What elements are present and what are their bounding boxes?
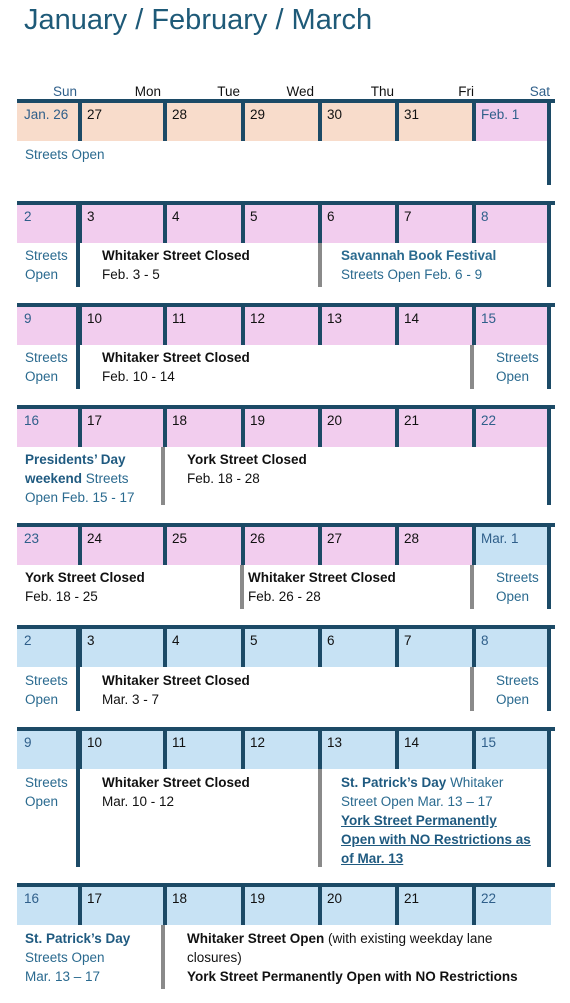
date-cell bbox=[243, 729, 320, 769]
date-number: 18 bbox=[172, 891, 188, 906]
date-cell bbox=[80, 525, 165, 565]
event-streets-open: Streets Open bbox=[25, 248, 68, 282]
event-whitaker-closed: Whitaker Street Closed Feb. 3 - 5 bbox=[102, 248, 250, 282]
day-header-fri: Fri bbox=[458, 84, 474, 99]
date-number: 12 bbox=[250, 735, 266, 750]
divider-bar bbox=[241, 729, 245, 769]
date-cell bbox=[320, 729, 397, 769]
divider-bar bbox=[78, 525, 82, 565]
date-cell bbox=[243, 101, 320, 141]
divider-bar bbox=[472, 305, 476, 345]
day-header-mon: Mon bbox=[134, 84, 161, 99]
divider-bar bbox=[472, 101, 476, 141]
date-number: 11 bbox=[172, 311, 187, 326]
divider-bar bbox=[318, 885, 322, 925]
day-header-thu: Thu bbox=[370, 84, 394, 99]
date-number: 15 bbox=[481, 311, 497, 326]
date-cell bbox=[397, 885, 474, 925]
divider-bar bbox=[163, 101, 167, 141]
date-number: 30 bbox=[327, 107, 343, 122]
date-cell bbox=[17, 407, 80, 447]
divider-bar bbox=[395, 525, 399, 565]
date-cell bbox=[474, 407, 551, 447]
divider-bar bbox=[547, 101, 551, 185]
event-st-patricks-day: St. Patrick’s Day Whitaker Street Open Mar. 13 – 17 York Street Permanently Open with NO Restrictions as of Mar. 13 bbox=[341, 775, 531, 866]
date-cell bbox=[17, 885, 80, 925]
event-whitaker-closed: Whitaker Street Closed Mar. 10 - 12 bbox=[102, 775, 250, 809]
divider-bar bbox=[395, 627, 399, 667]
divider-bar bbox=[472, 627, 476, 667]
divider-bar bbox=[470, 345, 474, 389]
date-number: 22 bbox=[481, 891, 497, 906]
date-cell bbox=[320, 885, 397, 925]
date-number: 14 bbox=[404, 311, 420, 326]
date-cell bbox=[243, 885, 320, 925]
date-number: Feb. 1 bbox=[481, 107, 520, 122]
date-number: 27 bbox=[327, 531, 343, 546]
event-streets-open: Streets Open bbox=[496, 673, 539, 707]
date-number: 3 bbox=[87, 633, 95, 648]
date-number: 21 bbox=[404, 891, 420, 906]
divider-bar bbox=[78, 101, 82, 141]
date-number: 6 bbox=[327, 633, 335, 648]
date-number: 4 bbox=[172, 209, 180, 224]
page-title: January / February / March bbox=[24, 4, 373, 36]
date-cell bbox=[165, 305, 243, 345]
date-number: 2 bbox=[24, 633, 32, 648]
date-cell bbox=[17, 627, 80, 667]
date-cell bbox=[397, 101, 474, 141]
divider-bar bbox=[163, 627, 167, 667]
date-cell bbox=[17, 203, 80, 243]
date-number: 20 bbox=[327, 413, 343, 428]
date-number: 6 bbox=[327, 209, 335, 224]
event-streets-open: Streets Open bbox=[25, 147, 105, 162]
date-cell bbox=[17, 525, 80, 565]
divider-bar bbox=[547, 305, 551, 389]
date-number: 28 bbox=[404, 531, 420, 546]
date-cell bbox=[320, 525, 397, 565]
date-cell bbox=[474, 305, 551, 345]
date-cell bbox=[397, 627, 474, 667]
date-cell bbox=[397, 729, 474, 769]
divider-bar bbox=[318, 101, 322, 141]
divider-bar bbox=[318, 305, 322, 345]
divider-bar bbox=[395, 885, 399, 925]
date-number: 16 bbox=[24, 413, 40, 428]
date-cell bbox=[17, 729, 80, 769]
date-number: 25 bbox=[172, 531, 188, 546]
date-cell bbox=[474, 203, 551, 243]
date-cell bbox=[474, 627, 551, 667]
divider-bar bbox=[163, 885, 167, 925]
divider-bar bbox=[395, 101, 399, 141]
divider-bar bbox=[547, 525, 551, 609]
date-cell bbox=[17, 305, 80, 345]
event-whitaker-closed: Whitaker Street Closed Feb. 26 - 28 bbox=[248, 570, 396, 604]
date-cell bbox=[165, 407, 243, 447]
date-number: 19 bbox=[250, 413, 266, 428]
date-number: 29 bbox=[250, 107, 266, 122]
date-number: 19 bbox=[250, 891, 266, 906]
date-cell bbox=[320, 407, 397, 447]
divider-bar bbox=[318, 243, 322, 287]
date-cell bbox=[80, 885, 165, 925]
date-number: 27 bbox=[87, 107, 103, 122]
date-cell bbox=[165, 203, 243, 243]
date-cell bbox=[80, 729, 165, 769]
date-cell bbox=[80, 407, 165, 447]
date-number: 8 bbox=[481, 633, 489, 648]
date-cell bbox=[397, 407, 474, 447]
day-header-wed: Wed bbox=[286, 84, 314, 99]
divider-bar bbox=[318, 407, 322, 447]
divider-bar bbox=[472, 203, 476, 243]
divider-bar bbox=[163, 203, 167, 243]
date-number: 21 bbox=[404, 413, 420, 428]
date-number: 10 bbox=[87, 311, 103, 326]
event-presidents-day: Presidents’ Day weekend Streets Open Feb. 15 - 17 bbox=[25, 452, 135, 505]
divider-bar bbox=[78, 627, 82, 667]
date-cell bbox=[80, 305, 165, 345]
divider-bar bbox=[395, 305, 399, 345]
divider-bar bbox=[78, 203, 82, 243]
divider-bar bbox=[547, 407, 551, 505]
date-number: 3 bbox=[87, 209, 95, 224]
date-cell bbox=[80, 203, 165, 243]
divider-bar bbox=[318, 729, 322, 769]
date-cell bbox=[165, 729, 243, 769]
date-number: 5 bbox=[250, 633, 258, 648]
divider-bar bbox=[78, 885, 82, 925]
date-cell bbox=[165, 885, 243, 925]
divider-bar bbox=[472, 525, 476, 565]
event-streets-open: Streets Open bbox=[25, 775, 68, 809]
event-streets-open: Streets Open bbox=[496, 570, 539, 604]
divider-bar bbox=[241, 305, 245, 345]
date-number: 7 bbox=[404, 633, 412, 648]
date-cell bbox=[165, 627, 243, 667]
day-header-tue: Tue bbox=[217, 84, 240, 99]
event-streets-open: Streets Open bbox=[25, 350, 68, 384]
divider-bar bbox=[395, 407, 399, 447]
date-cell bbox=[320, 305, 397, 345]
date-cell bbox=[243, 627, 320, 667]
divider-bar bbox=[547, 729, 551, 867]
date-cell bbox=[243, 407, 320, 447]
date-cell bbox=[320, 101, 397, 141]
date-number: 7 bbox=[404, 209, 412, 224]
date-cell bbox=[320, 203, 397, 243]
date-cell bbox=[474, 885, 551, 925]
date-cell bbox=[243, 203, 320, 243]
divider-bar bbox=[395, 203, 399, 243]
date-number: 18 bbox=[172, 413, 188, 428]
divider-bar bbox=[472, 729, 476, 769]
date-number: Mar. 1 bbox=[481, 531, 519, 546]
date-cell bbox=[80, 627, 165, 667]
date-number: 13 bbox=[327, 311, 343, 326]
divider-bar bbox=[241, 203, 245, 243]
date-number: 13 bbox=[327, 735, 343, 750]
date-number: 26 bbox=[250, 531, 266, 546]
event-whitaker-open: Whitaker Street Open (with existing weekday lane closures) York Street Permanently Open with NO Restrictions bbox=[187, 931, 518, 984]
event-york-closed: York Street Closed Feb. 18 - 25 bbox=[25, 570, 145, 604]
divider-bar bbox=[472, 407, 476, 447]
date-number: 22 bbox=[481, 413, 497, 428]
day-header-sat: Sat bbox=[529, 84, 550, 99]
date-number: 11 bbox=[172, 735, 187, 750]
date-cell bbox=[165, 101, 243, 141]
event-york-closed: York Street Closed Feb. 18 - 28 bbox=[187, 452, 307, 486]
date-cell bbox=[397, 525, 474, 565]
date-number: 31 bbox=[404, 107, 420, 122]
divider-bar bbox=[163, 407, 167, 447]
date-number: 4 bbox=[172, 633, 180, 648]
date-number: 20 bbox=[327, 891, 343, 906]
date-cell bbox=[17, 101, 80, 141]
divider-bar bbox=[472, 885, 476, 925]
divider-bar bbox=[78, 729, 82, 769]
divider-bar bbox=[318, 627, 322, 667]
event-streets-open: Streets Open bbox=[496, 350, 539, 384]
divider-bar bbox=[241, 101, 245, 141]
divider-bar bbox=[470, 667, 474, 711]
divider-bar bbox=[318, 203, 322, 243]
date-number: 23 bbox=[24, 531, 40, 546]
date-cell bbox=[243, 525, 320, 565]
date-number: 5 bbox=[250, 209, 258, 224]
date-cell bbox=[165, 525, 243, 565]
date-number: 9 bbox=[24, 735, 32, 750]
date-number: 9 bbox=[24, 311, 32, 326]
date-number: 24 bbox=[87, 531, 103, 546]
divider-bar bbox=[163, 729, 167, 769]
divider-bar bbox=[395, 729, 399, 769]
event-whitaker-closed: Whitaker Street Closed Mar. 3 - 7 bbox=[102, 673, 250, 707]
divider-bar bbox=[241, 885, 245, 925]
divider-bar bbox=[161, 925, 165, 989]
date-number: 28 bbox=[172, 107, 188, 122]
date-cell bbox=[397, 203, 474, 243]
date-number: 2 bbox=[24, 209, 32, 224]
date-cell bbox=[474, 525, 551, 565]
date-number: 17 bbox=[87, 891, 103, 906]
event-streets-open: Streets Open bbox=[25, 673, 68, 707]
date-cell bbox=[80, 101, 165, 141]
date-number: Jan. 26 bbox=[24, 107, 69, 122]
date-number: 14 bbox=[404, 735, 420, 750]
divider-bar bbox=[470, 565, 474, 609]
event-book-festival: Savannah Book Festival Streets Open Feb. 6 - 9 bbox=[341, 248, 497, 282]
divider-bar bbox=[240, 565, 244, 609]
date-number: 16 bbox=[24, 891, 40, 906]
date-cell bbox=[474, 101, 551, 141]
divider-bar bbox=[161, 447, 165, 505]
date-number: 15 bbox=[481, 735, 497, 750]
date-cell bbox=[243, 305, 320, 345]
divider-bar bbox=[318, 769, 322, 867]
divider-bar bbox=[318, 525, 322, 565]
divider-bar bbox=[163, 305, 167, 345]
divider-bar bbox=[547, 203, 551, 287]
divider-bar bbox=[78, 305, 82, 345]
divider-bar bbox=[163, 525, 167, 565]
event-st-patricks-day: St. Patrick’s Day Streets Open Mar. 13 – 17 bbox=[25, 931, 131, 984]
date-number: 8 bbox=[481, 209, 489, 224]
divider-bar bbox=[241, 407, 245, 447]
date-number: 12 bbox=[250, 311, 266, 326]
day-header-sun: Sun bbox=[52, 84, 77, 99]
date-cell bbox=[474, 729, 551, 769]
divider-bar bbox=[78, 407, 82, 447]
divider-bar bbox=[241, 627, 245, 667]
date-cell bbox=[320, 627, 397, 667]
date-number: 17 bbox=[87, 413, 103, 428]
event-whitaker-closed: Whitaker Street Closed Feb. 10 - 14 bbox=[102, 350, 250, 384]
date-number: 10 bbox=[87, 735, 103, 750]
divider-bar bbox=[241, 525, 245, 565]
divider-bar bbox=[547, 627, 551, 711]
date-cell bbox=[397, 305, 474, 345]
